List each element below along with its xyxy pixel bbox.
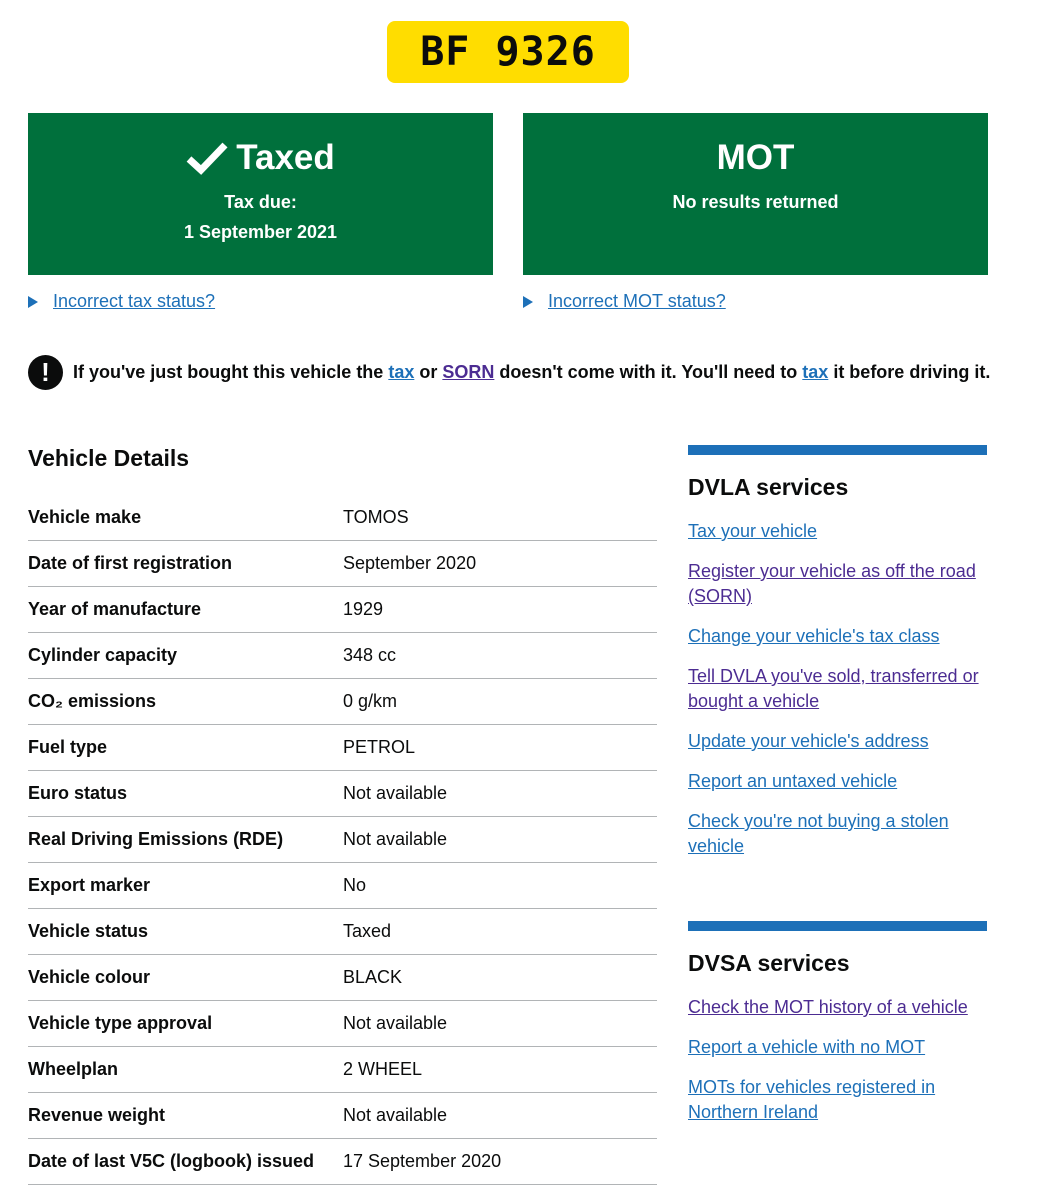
dvsa-services [688,921,987,1140]
table-row [28,495,657,541]
table-row [28,1001,657,1047]
service-link[interactable]: Update your vehicle's address [688,731,929,751]
incorrect-mot-link[interactable]: Incorrect MOT status? [548,291,726,311]
tax-link[interactable]: tax [388,362,415,382]
table-row [28,1047,657,1093]
service-link[interactable]: Tell DVLA you've sold, transferred or bought a vehicle [688,666,979,711]
service-link[interactable]: Report a vehicle with no MOT [688,1037,926,1057]
service-link[interactable]: Check you're not buying a stolen vehicle [688,811,949,856]
warning-part: or [414,362,443,382]
row-value: Not available [343,829,448,849]
row-label: Vehicle make [28,507,142,527]
service-link[interactable]: MOTs for vehicles registered in Northern Ireland [688,1077,936,1122]
incorrect-tax-link[interactable]: Incorrect tax status? [53,291,216,311]
row-value: Not available [343,783,448,803]
table-row [28,587,657,633]
tax-link-2[interactable]: tax [802,362,829,382]
tax-due-label: Tax due: [224,192,297,212]
warning-part: it before driving it. [828,362,991,382]
mot-message: No results returned [672,192,839,212]
row-label: Year of manufacture [28,599,202,619]
section-bar [688,921,987,931]
row-value: No [343,875,367,895]
warning-text [28,355,1018,390]
row-value: 2 WHEEL [343,1059,423,1079]
row-value: 348 cc [343,645,397,665]
row-label: Euro status [28,783,128,803]
service-link[interactable]: Tax your vehicle [688,521,818,541]
row-label: Vehicle type approval [28,1013,213,1033]
row-label: Date of last V5C (logbook) issued [28,1151,315,1171]
tax-due-date: 1 September 2021 [183,222,338,242]
row-label: CO₂ emissions [28,691,157,711]
row-label: Fuel type [28,737,108,757]
row-label: Date of first registration [28,553,233,573]
table-row [28,817,657,863]
registration-plate: BF 9326 [387,21,629,83]
table-row [28,1093,657,1139]
sorn-link[interactable]: SORN [442,362,495,382]
vehicle-details-table [28,495,657,1185]
dvla-services-heading: DVLA services [688,474,849,500]
table-row [28,679,657,725]
row-value: September 2020 [343,553,477,573]
mot-status-title: MOT [716,138,795,177]
row-label: Real Driving Emissions (RDE) [28,829,284,849]
row-value: 1929 [343,599,384,619]
table-row [28,955,657,1001]
table-row [28,725,657,771]
table-row [28,863,657,909]
table-row [28,541,657,587]
row-value: 0 g/km [343,691,398,711]
vehicle-details-heading: Vehicle Details [28,445,190,471]
row-label: Vehicle status [28,921,149,941]
incorrect-tax-toggle[interactable] [28,291,215,312]
row-value: Not available [343,1013,448,1033]
incorrect-mot-toggle[interactable] [523,291,726,312]
warning-part: doesn't come with it. You'll need to [494,362,803,382]
row-value: TOMOS [343,507,409,527]
table-row [28,633,657,679]
row-value: 17 September 2020 [343,1151,502,1171]
tax-status-title: Taxed [236,138,335,177]
row-label: Export marker [28,875,151,895]
dvla-services [688,445,987,874]
row-value: PETROL [343,737,416,757]
service-link[interactable]: Change your vehicle's tax class [688,626,940,646]
triangle-right-icon [28,296,38,308]
dvsa-services-heading: DVSA services [688,950,850,976]
service-link[interactable]: Register your vehicle as off the road (SORN) [688,561,976,606]
mot-status-panel [523,113,988,275]
warning-part: If you've just bought this vehicle the [73,362,389,382]
table-row [28,1139,657,1185]
exclamation-icon: ! [28,355,63,390]
row-label: Cylinder capacity [28,645,178,665]
row-label: Wheelplan [28,1059,119,1079]
row-value: Not available [343,1105,448,1125]
tax-status-panel [28,113,493,275]
check-icon [186,141,228,175]
service-link[interactable]: Report an untaxed vehicle [688,771,898,791]
table-row [28,771,657,817]
row-value: BLACK [343,967,403,987]
row-value: Taxed [343,921,392,941]
row-label: Vehicle colour [28,967,151,987]
triangle-right-icon [523,296,533,308]
table-row [28,909,657,955]
section-bar [688,445,987,455]
row-label: Revenue weight [28,1105,166,1125]
service-link[interactable]: Check the MOT history of a vehicle [688,997,968,1017]
